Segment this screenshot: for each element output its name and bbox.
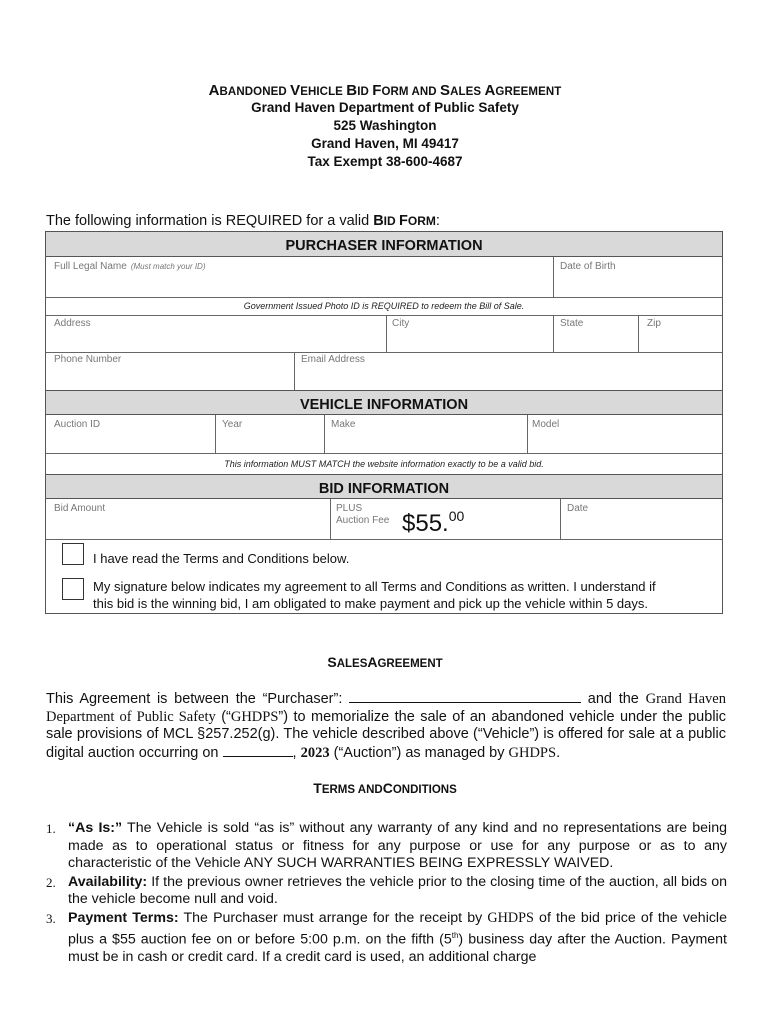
zip-field[interactable]: Zip: [647, 318, 661, 329]
city-field[interactable]: City: [392, 318, 410, 329]
org-city: Grand Haven, MI 49417: [311, 136, 459, 151]
divider: [46, 315, 722, 316]
required-intro: The following information is REQUIRED for a valid BID FORM:: [46, 213, 440, 229]
full-name-field[interactable]: Full Legal Name (Must match your ID): [54, 261, 206, 272]
divider: [386, 315, 387, 352]
divider: [46, 539, 722, 540]
divider: [46, 453, 722, 454]
org-tax-exempt: Tax Exempt 38-600-4687: [307, 154, 463, 169]
bid-form: [45, 231, 723, 614]
make-field[interactable]: Make: [331, 419, 356, 430]
org-name: Grand Haven Department of Public Safety: [251, 100, 519, 115]
auction-fee-label: PLUS Auction Fee: [336, 503, 390, 526]
term-item: 2. Availability: If the previous owner retrieves the vehicle prior to the closing time of the auction, all bids on the vehicle become null and void.: [46, 873, 727, 907]
term-item: 1. “As Is:” The Vehicle is sold “as is” without any warranty of any kind and no representations are being made as to operational status or fitness for any purpose or use for any purpose or as to any characteristic of the Vehicle ANY SUCH WARRANTIES BEING EXPRESSLY WAIVED.: [46, 820, 727, 871]
divider: [46, 352, 722, 353]
terms-list: [46, 820, 727, 968]
terms-read-checkbox[interactable]: [62, 543, 84, 565]
phone-field[interactable]: Phone Number: [54, 354, 122, 365]
form-title: ABANDONED VEHICLE BID FORM AND SALES AGREEMENT: [208, 82, 562, 99]
divider: [553, 257, 554, 297]
sales-agreement-title: SALESAGREEMENT: [327, 654, 443, 670]
signature-agree-checkbox[interactable]: [62, 578, 84, 600]
match-note: This information MUST MATCH the website information exactly to be a valid bid.: [224, 459, 544, 469]
purchaser-heading: PURCHASER INFORMATION: [46, 232, 722, 257]
divider: [294, 352, 295, 390]
purchaser-name-blank[interactable]: [349, 690, 581, 703]
divider: [560, 499, 561, 539]
auction-id-field[interactable]: Auction ID: [54, 419, 101, 430]
divider: [324, 415, 325, 453]
sales-agreement-text: This Agreement is between the “Purchaser”: and the Grand Haven Department of Public Safety (“GHDPS”) to memorialize the sale of an abandoned vehicle under the public sale provisions of MCL §257.252(g). The vehicle described above (“Vehicle”) is offered for sale at a public digital auction occurring on , 2023 (“Auction”) as managed by GHDPS.: [46, 691, 727, 761]
bid-heading: BID INFORMATION: [46, 474, 722, 499]
divider: [46, 297, 722, 298]
term-item: 3. Payment Terms: The Purchaser must arrange for the receipt by GHDPS of the bid price of the vehicle plus a $55 auction fee on or before 5:00 p.m. on the fifth (5th) business day after the Auction. Payment must be in cash or credit card. If a credit card is used, an additional charge: [46, 909, 727, 966]
document-header: [0, 82, 770, 171]
auction-fee-amount: $55.00: [402, 508, 465, 537]
email-field[interactable]: Email Address: [301, 354, 365, 365]
org-street: 525 Washington: [333, 118, 437, 133]
state-field[interactable]: State: [560, 318, 584, 329]
divider: [553, 315, 554, 352]
signature-agree-label: My signature below indicates my agreement to all Terms and Conditions as written. I understand if this bid is the winning bid, I am obligated to make payment and pick up the vehicle within 5 days.: [93, 579, 656, 611]
terms-read-label: I have read the Terms and Conditions below.: [93, 551, 350, 566]
divider: [215, 415, 216, 453]
address-field[interactable]: Address: [54, 318, 91, 329]
date-of-birth-field[interactable]: Date of Birth: [560, 261, 616, 272]
divider: [638, 315, 639, 352]
terms-title: TERMS ANDCONDITIONS: [313, 780, 457, 796]
bid-date-field[interactable]: Date: [567, 503, 589, 514]
divider: [527, 415, 528, 453]
model-field[interactable]: Model: [532, 419, 560, 430]
bid-amount-field[interactable]: Bid Amount: [54, 503, 106, 514]
divider: [330, 499, 331, 539]
photo-id-note: Government Issued Photo ID is REQUIRED to redeem the Bill of Sale.: [243, 301, 525, 311]
year-field[interactable]: Year: [222, 419, 243, 430]
auction-date-blank[interactable]: [223, 744, 293, 757]
vehicle-heading: VEHICLE INFORMATION: [46, 390, 722, 415]
